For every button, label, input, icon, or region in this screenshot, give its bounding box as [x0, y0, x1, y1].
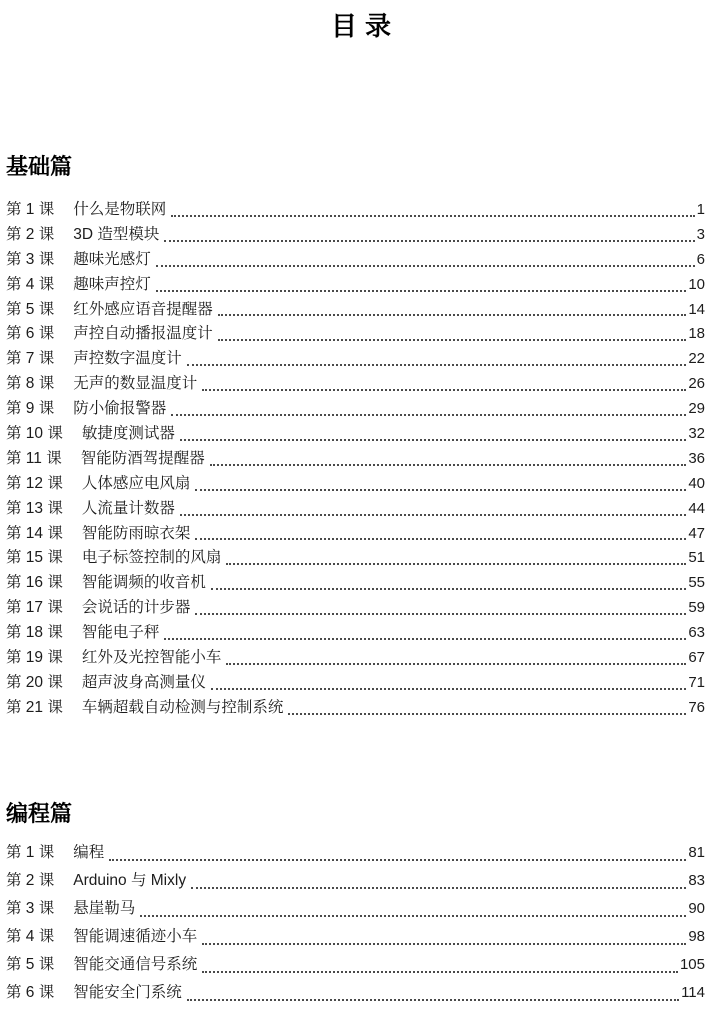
entry-lesson-label: 第 10 课 [6, 425, 63, 443]
entry-lesson-label: 第 15 课 [6, 549, 63, 567]
toc-entry[interactable] [6, 198, 705, 223]
entry-title: 编程 [73, 843, 105, 861]
entry-lesson-label: 第 12 课 [6, 474, 63, 492]
entry-page-number: 67 [688, 649, 705, 667]
toc-entry[interactable] [6, 621, 705, 646]
dot-leader [171, 215, 694, 217]
entry-title: 智能调速循迹小车 [73, 927, 198, 945]
entry-lesson-label: 第 13 课 [6, 499, 63, 517]
entry-title: 红外及光控智能小车 [81, 649, 222, 667]
entry-title: 声控自动播报温度计 [73, 325, 213, 343]
entry-lesson-label: 第 4 课 [6, 275, 55, 293]
dot-leader [109, 859, 686, 861]
toc-entry[interactable] [6, 422, 705, 447]
entry-title: 智能交通信号系统 [73, 955, 198, 973]
entry-lesson-label: 第 16 课 [6, 574, 63, 592]
dot-leader [218, 339, 687, 341]
dot-leader [202, 389, 686, 391]
entry-page-number: 47 [688, 524, 705, 542]
toc-entry[interactable] [6, 571, 705, 596]
entry-page-number: 98 [688, 927, 705, 945]
entry-title: 趣味声控灯 [73, 275, 151, 293]
entry-lesson-label: 第 21 课 [6, 698, 63, 716]
entry-title: 什么是物联网 [73, 201, 167, 218]
entry-lesson-label: 第 2 课 [6, 871, 55, 889]
dot-leader [171, 414, 686, 416]
entry-lesson-label: 第 1 课 [6, 843, 55, 861]
toc-entry[interactable] [6, 397, 705, 422]
entry-lesson-label: 第 6 课 [6, 983, 55, 1001]
entry-page-number: 29 [688, 400, 705, 418]
entry-page-number: 76 [688, 698, 705, 716]
entry-title: 会说话的计步器 [81, 599, 191, 617]
toc-entry[interactable] [6, 347, 705, 372]
toc-entry[interactable] [6, 223, 705, 248]
toc-entry[interactable] [6, 646, 705, 671]
toc-entry[interactable] [6, 839, 705, 867]
entry-title: 敏捷度测试器 [81, 425, 175, 443]
entry-lesson-label: 第 6 课 [6, 325, 55, 343]
section-heading: 编程篇 [6, 800, 73, 826]
toc-entry[interactable] [6, 923, 705, 951]
entry-title: 悬崖勒马 [73, 899, 136, 917]
entry-page-number: 40 [688, 474, 705, 492]
dot-leader [211, 688, 686, 690]
toc-entry[interactable] [6, 248, 705, 273]
toc-section [6, 801, 705, 1007]
entry-title: 智能防酒驾提醒器 [80, 449, 205, 467]
dot-leader [195, 538, 686, 540]
dot-leader [164, 638, 686, 640]
toc-entry[interactable] [6, 298, 705, 323]
entry-page-number: 90 [688, 899, 705, 917]
entry-lesson-label: 第 9 课 [6, 400, 55, 418]
entry-title: 智能电子秤 [81, 624, 160, 642]
entry-lesson-label: 第 2 课 [6, 225, 55, 243]
dot-leader [180, 514, 686, 516]
entry-title: 声控数字温度计 [73, 350, 182, 368]
toc-entry[interactable] [6, 951, 705, 979]
entry-title: Arduino 与 Mixly [73, 871, 187, 889]
entry-page-number: 32 [688, 425, 705, 443]
dot-leader [156, 290, 687, 292]
dot-leader [164, 240, 694, 242]
entry-lesson-label: 第 3 课 [6, 250, 55, 268]
entry-title: 智能安全门系统 [73, 983, 182, 1001]
section-entries [6, 839, 705, 1007]
entry-title: 无声的数显温度计 [73, 375, 198, 393]
entry-lesson-label: 第 5 课 [6, 955, 55, 973]
dot-leader [218, 314, 687, 316]
toc-entry[interactable] [6, 372, 705, 397]
entry-page-number: 105 [679, 955, 705, 973]
toc-entry[interactable] [6, 322, 705, 347]
toc-entry[interactable] [6, 522, 705, 547]
section-heading: 基础篇 [6, 154, 73, 179]
toc-section [6, 154, 705, 721]
dot-leader [202, 971, 678, 973]
dot-leader [156, 265, 695, 267]
toc-entry[interactable] [6, 596, 705, 621]
entry-title: 趣味光感灯 [73, 250, 151, 268]
entry-page-number: 6 [696, 250, 705, 268]
entry-page-number: 114 [681, 983, 705, 1001]
entry-lesson-label: 第 5 课 [6, 300, 55, 318]
entry-title: 智能调频的收音机 [81, 574, 206, 592]
dot-leader [191, 887, 686, 889]
entry-lesson-label: 第 4 课 [6, 927, 55, 945]
dot-leader [195, 613, 686, 615]
toc-entry[interactable] [6, 546, 705, 571]
toc-entry[interactable] [6, 696, 705, 721]
dot-leader [226, 563, 686, 565]
entry-lesson-label: 第 7 课 [6, 350, 55, 368]
section-entries [6, 198, 705, 721]
entry-page-number: 51 [688, 549, 705, 567]
toc-entry[interactable] [6, 447, 705, 472]
entry-lesson-label: 第 14 课 [6, 524, 63, 542]
entry-page-number: 63 [688, 624, 705, 642]
toc-entry[interactable] [6, 497, 705, 522]
dot-leader [202, 943, 686, 945]
entry-title: 电子标签控制的风扇 [81, 549, 222, 567]
entry-lesson-label: 第 17 课 [6, 599, 63, 617]
entry-page-number: 3 [696, 225, 705, 243]
entry-page-number: 18 [688, 325, 705, 343]
entry-page-number: 83 [688, 871, 705, 889]
entry-page-number: 44 [688, 499, 705, 517]
entry-page-number: 26 [688, 375, 705, 393]
dot-leader [195, 489, 686, 491]
entry-page-number: 14 [688, 300, 705, 318]
entry-title: 超声波身高测量仪 [81, 673, 206, 691]
entry-page-number: 71 [688, 673, 705, 691]
entry-title: 防小偷报警器 [73, 400, 167, 418]
dot-leader [187, 364, 687, 366]
entry-lesson-label: 第 11 课 [6, 449, 62, 467]
dot-leader [140, 915, 686, 917]
entry-title: 3D 造型模块 [73, 225, 160, 243]
entry-lesson-label: 第 1 课 [6, 201, 55, 218]
toc-entry[interactable] [6, 472, 705, 497]
page-title: 目录 [330, 11, 399, 41]
toc-entry[interactable] [6, 867, 705, 895]
entry-page-number: 10 [688, 275, 705, 293]
entry-title: 人流量计数器 [81, 499, 175, 517]
entry-page-number: 1 [696, 201, 705, 218]
toc-entry[interactable] [6, 895, 705, 923]
entry-page-number: 59 [688, 599, 705, 617]
dot-leader [288, 713, 686, 715]
dot-leader [226, 663, 686, 665]
entry-title: 车辆超载自动检测与控制系统 [81, 698, 284, 716]
entry-lesson-label: 第 3 课 [6, 899, 55, 917]
dot-leader [180, 439, 686, 441]
entry-lesson-label: 第 20 课 [6, 673, 63, 691]
entry-title: 智能防雨晾衣架 [81, 524, 191, 542]
dot-leader [211, 588, 686, 590]
toc-sections [0, 154, 722, 1007]
entry-lesson-label: 第 8 课 [6, 375, 55, 393]
dot-leader [187, 999, 679, 1001]
entry-lesson-label: 第 18 课 [6, 624, 63, 642]
entry-page-number: 36 [688, 449, 705, 467]
dot-leader [210, 464, 687, 466]
entry-page-number: 55 [688, 574, 705, 592]
entry-lesson-label: 第 19 课 [6, 649, 63, 667]
toc-entry[interactable] [6, 273, 705, 298]
toc-entry[interactable] [6, 979, 705, 1007]
entry-title: 红外感应语音提醒器 [73, 300, 213, 318]
toc-entry[interactable] [6, 671, 705, 696]
entry-page-number: 22 [688, 350, 705, 368]
entry-title: 人体感应电风扇 [81, 474, 191, 492]
entry-page-number: 81 [688, 843, 705, 861]
